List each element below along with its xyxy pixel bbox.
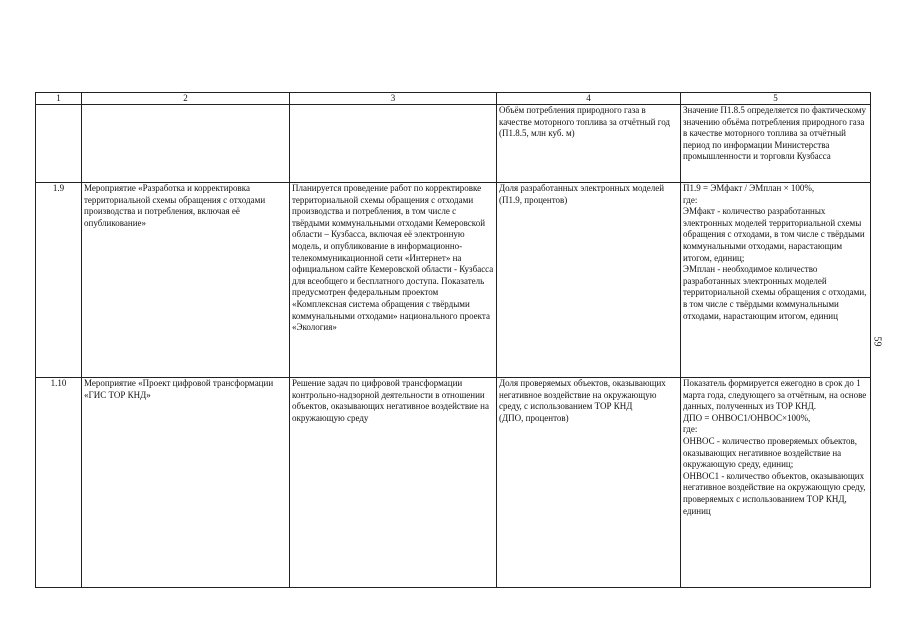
description-cell: Решение задач по цифровой трансформации контрольно-надзорной деятельности в отношении объектов, оказывающих негативное воздействие на окружающую среду bbox=[290, 378, 497, 588]
method-cell: П1.9 = ЭМфакт / ЭМплан × 100%, где: ЭМфакт - количество разработанных электронных моделей территориальной схемы обращения с отходами, в том числе с твёрдыми коммунальными отходами, нарастающим итогом, единиц; ЭМплан - необходимое количество разработанных электронных моделей территориальной схемы обращения с отходами, в том числе с твёрдыми коммунальными отходами, нарастающим итогом, единиц bbox=[681, 183, 871, 378]
indicator-table bbox=[35, 92, 871, 588]
method-cell: Значение П1.8.5 определяется по фактическому значению объёма потребления природного газа в качестве моторного топлива за отчётный период по информации Министерства промышленности и торговли Кузбасса bbox=[681, 105, 871, 183]
measure-cell: Мероприятие «Проект цифровой трансформации «ГИС ТОР КНД» bbox=[82, 378, 290, 588]
table-row bbox=[36, 183, 871, 378]
column-header-3: 3 bbox=[290, 93, 497, 105]
description-cell bbox=[290, 105, 497, 183]
row-number-cell: 1.10 bbox=[36, 378, 82, 588]
column-header-1: 1 bbox=[36, 93, 82, 105]
indicator-cell: Доля проверяемых объектов, оказывающих негативное воздействие на окружающую среду, с использованием ТОР КНД (ДПО, процентов) bbox=[497, 378, 681, 588]
measure-cell bbox=[82, 105, 290, 183]
table-row bbox=[36, 378, 871, 588]
row-number-cell: 1.9 bbox=[36, 183, 82, 378]
column-header-5: 5 bbox=[681, 93, 871, 105]
column-header-2: 2 bbox=[82, 93, 290, 105]
table-header-row bbox=[36, 93, 871, 105]
indicator-cell: Доля разработанных электронных моделей (П1.9, процентов) bbox=[497, 183, 681, 378]
indicator-cell: Объём потребления природного газа в качестве моторного топлива за отчётный год (П1.8.5, млн куб. м) bbox=[497, 105, 681, 183]
description-cell: Планируется проведение работ по корректировке территориальной схемы обращения с отходами производства и потребления, в том числе с твёрдыми коммунальными отходами Кемеровской области – Кузбасса, включая её электронную модель, и опубликование в информационно-телекоммуникационной сети «Интернет» на официальном сайте Кемеровской области - Кузбасса для всеобщего и бесплатного доступа. Показатель предусмотрен федеральным проектом «Комплексная система обращения с твёрдыми коммунальными отходами» национального проекта «Экология» bbox=[290, 183, 497, 378]
column-header-4: 4 bbox=[497, 93, 681, 105]
method-cell: Показатель формируется ежегодно в срок до 1 марта года, следующего за отчётным, на основе данных, полученных из ТОР КНД. ДПО = ОНВОС1/ОНВОС×100%, где: ОНВОС - количество проверяемых объектов, оказывающих негативное воздействие на окружающую среду, единиц; ОНВОС1 - количество объектов, оказывающих негативное воздействие на окружающую среду, проверяемых с использованием ТОР КНД, единиц bbox=[681, 378, 871, 588]
table-row bbox=[36, 105, 871, 183]
measure-cell: Мероприятие «Разработка и корректировка территориальной схемы обращения с отходами производства и потребления, включая её опубликование» bbox=[82, 183, 290, 378]
row-number-cell bbox=[36, 105, 82, 183]
page-number: 59 bbox=[871, 336, 883, 347]
